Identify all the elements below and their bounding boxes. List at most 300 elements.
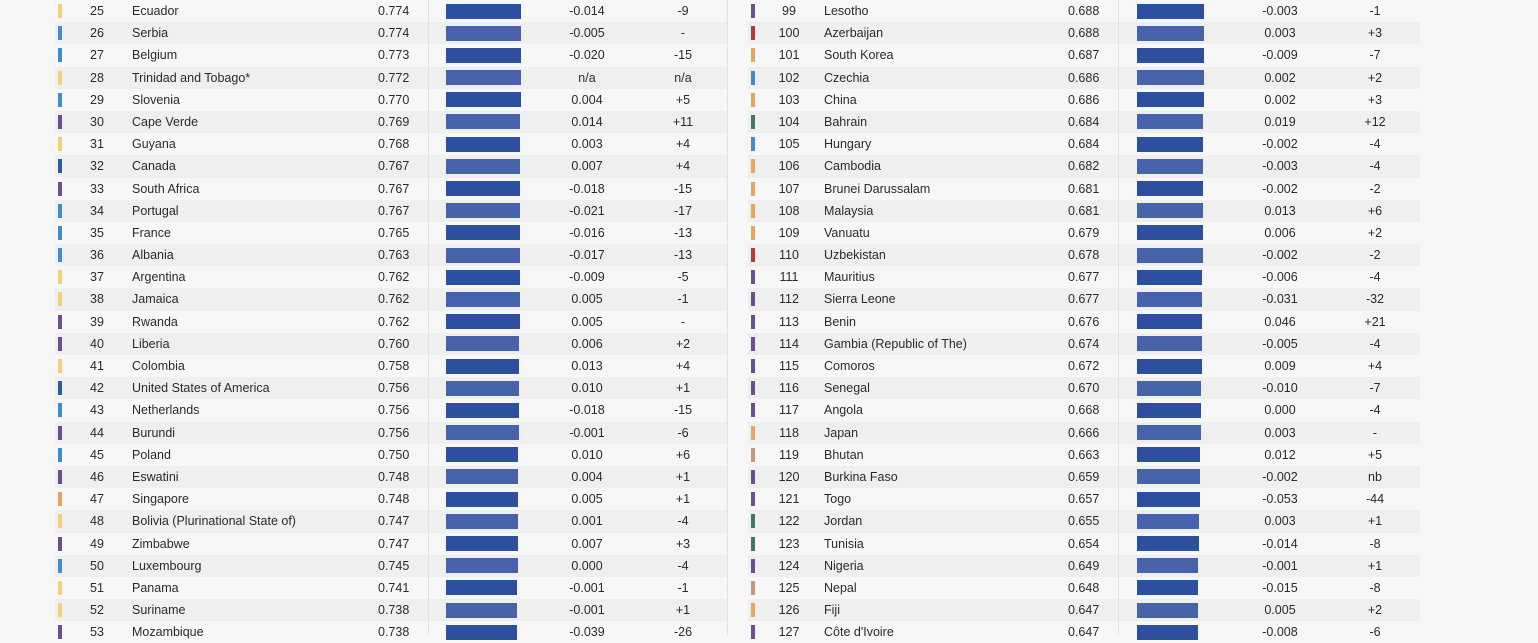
country-name: United States of America	[132, 381, 270, 396]
score-value: 0.772	[378, 70, 410, 85]
score-value: 0.762	[378, 314, 410, 329]
score-bar	[446, 203, 520, 218]
country-name: Argentina	[132, 270, 186, 285]
score-value: 0.770	[378, 92, 410, 107]
table-row	[55, 22, 727, 44]
score-change: -0.016	[569, 225, 605, 240]
score-change: -0.021	[569, 203, 605, 218]
score-change: -0.014	[1262, 536, 1298, 551]
region-color-marker	[58, 137, 62, 151]
rank-change: -6	[677, 425, 689, 440]
region-color-marker	[751, 248, 755, 262]
score-bar	[446, 580, 517, 595]
region-color-marker	[58, 226, 62, 240]
region-color-marker	[751, 226, 755, 240]
rank-cell: 109	[778, 225, 800, 240]
region-color-marker	[58, 625, 62, 639]
rank-change: +3	[1367, 92, 1383, 107]
table-row	[55, 266, 727, 288]
rank-cell: 35	[90, 225, 104, 240]
region-color-marker	[58, 315, 62, 329]
score-bar	[1137, 70, 1204, 85]
region-color-marker	[58, 159, 62, 173]
rank-change: +1	[675, 381, 691, 396]
country-name: Guyana	[132, 137, 176, 152]
rank-cell: 50	[90, 558, 104, 573]
score-value: 0.670	[1068, 381, 1100, 396]
rank-change: +1	[675, 603, 691, 618]
rank-change: -5	[677, 270, 689, 285]
region-color-marker	[58, 470, 62, 484]
score-bar	[1137, 314, 1202, 329]
score-change: 0.005	[571, 314, 603, 329]
score-change: 0.003	[1264, 26, 1296, 41]
rank-cell: 120	[778, 469, 800, 484]
score-value: 0.747	[378, 514, 410, 529]
rank-cell: 36	[90, 248, 104, 263]
score-value: 0.659	[1068, 469, 1100, 484]
score-change: 0.006	[571, 336, 603, 351]
score-change: -0.002	[1262, 181, 1298, 196]
region-color-marker	[751, 537, 755, 551]
score-value: 0.768	[378, 137, 410, 152]
region-color-marker	[58, 403, 62, 417]
rank-change: -17	[673, 203, 693, 218]
country-name: Zimbabwe	[132, 536, 190, 551]
rank-change: -2	[1369, 181, 1381, 196]
rank-cell: 118	[779, 425, 799, 440]
table-row	[748, 178, 1420, 200]
score-bar	[446, 70, 521, 85]
score-bar	[1137, 248, 1203, 263]
score-change: -0.020	[569, 48, 605, 63]
rank-cell: 107	[778, 181, 800, 196]
rank-cell: 126	[778, 603, 800, 618]
score-bar	[1137, 203, 1203, 218]
score-bar	[1137, 447, 1200, 462]
score-bar	[1137, 536, 1199, 551]
country-name: Cambodia	[824, 159, 881, 174]
table-row	[748, 266, 1420, 288]
score-value: 0.688	[1068, 4, 1100, 18]
country-name: Cape Verde	[132, 114, 199, 129]
score-change: -0.014	[569, 4, 605, 18]
country-name: Serbia	[132, 26, 169, 41]
score-bar	[1137, 26, 1204, 41]
column-divider	[727, 0, 728, 635]
score-bar	[1137, 425, 1201, 440]
rank-change: -4	[1369, 336, 1381, 351]
table-row	[748, 0, 1420, 22]
score-value: 0.756	[378, 403, 410, 418]
score-bar	[446, 248, 520, 263]
region-color-marker	[751, 337, 755, 351]
rank-change: +3	[675, 536, 691, 551]
score-change: 0.003	[571, 137, 603, 152]
table-row	[55, 222, 727, 244]
score-change: 0.010	[571, 381, 603, 396]
score-value: 0.769	[378, 114, 410, 129]
rank-cell: 45	[90, 447, 104, 462]
country-name: Belgium	[132, 48, 178, 63]
region-color-marker	[58, 204, 62, 218]
score-change: 0.012	[1264, 447, 1296, 462]
region-color-marker	[751, 270, 755, 284]
score-change: 0.000	[571, 558, 603, 573]
score-bar	[1137, 336, 1202, 351]
score-bar	[1137, 114, 1203, 129]
table-row	[748, 22, 1420, 44]
table-row	[55, 399, 727, 421]
score-bar	[1137, 514, 1199, 529]
rank-cell: 42	[90, 381, 104, 396]
rank-cell: 40	[90, 336, 104, 351]
region-color-marker	[751, 204, 755, 218]
country-name: France	[132, 225, 171, 240]
table-row	[55, 355, 727, 377]
rank-cell: 121	[778, 492, 800, 507]
region-color-marker	[58, 115, 62, 129]
region-color-marker	[751, 492, 755, 506]
country-name: Jamaica	[132, 292, 179, 307]
country-name: Slovenia	[132, 92, 180, 107]
rank-cell: 117	[779, 403, 799, 418]
region-color-marker	[58, 603, 62, 617]
country-name: Angola	[824, 403, 863, 418]
country-name: Tunisia	[824, 536, 864, 551]
table-row	[748, 89, 1420, 111]
table-row	[748, 333, 1420, 355]
score-value: 0.767	[378, 181, 410, 196]
score-change: -0.002	[1262, 469, 1298, 484]
score-value: 0.674	[1068, 336, 1100, 351]
region-color-marker	[751, 26, 755, 40]
score-bar	[446, 359, 519, 374]
table-row	[55, 444, 727, 466]
rank-cell: 104	[778, 114, 800, 129]
country-name: Gambia (Republic of The)	[824, 336, 967, 351]
rank-cell: 102	[778, 70, 800, 85]
table-row	[748, 244, 1420, 266]
country-name: Czechia	[824, 70, 870, 85]
region-color-marker	[751, 403, 755, 417]
country-name: South Korea	[824, 48, 894, 63]
table-row	[748, 422, 1420, 444]
rank-change: -44	[1365, 492, 1385, 507]
score-value: 0.686	[1068, 92, 1100, 107]
rank-cell: 108	[778, 203, 800, 218]
score-value: 0.666	[1068, 425, 1100, 440]
score-change: 0.005	[571, 292, 603, 307]
score-value: 0.649	[1068, 558, 1100, 573]
score-value: 0.773	[378, 48, 410, 63]
score-value: 0.767	[378, 159, 410, 174]
region-color-marker	[58, 26, 62, 40]
rank-change: n/a	[674, 70, 692, 85]
score-value: 0.688	[1068, 26, 1100, 41]
country-name: Suriname	[132, 603, 186, 618]
score-value: 0.677	[1068, 292, 1100, 307]
rank-change: -7	[1369, 48, 1381, 63]
rank-change: -13	[673, 248, 693, 263]
rank-change: +5	[675, 92, 691, 107]
table-row	[55, 510, 727, 532]
region-color-marker	[751, 448, 755, 462]
region-color-marker	[58, 4, 62, 18]
rank-cell: 28	[90, 70, 104, 85]
score-change: 0.005	[1264, 603, 1296, 618]
score-change: -0.002	[1262, 137, 1298, 152]
table-row	[748, 466, 1420, 488]
region-color-marker	[58, 581, 62, 595]
region-color-marker	[751, 93, 755, 107]
country-name: Colombia	[132, 359, 185, 373]
score-change: -0.002	[1262, 248, 1298, 263]
rank-change: +11	[672, 114, 694, 129]
table-row	[55, 377, 727, 399]
country-name: Portugal	[132, 203, 179, 218]
rank-change: -	[680, 26, 686, 41]
region-color-marker	[751, 315, 755, 329]
score-change: 0.005	[571, 492, 603, 507]
rank-cell: 34	[90, 203, 104, 218]
table-row	[55, 488, 727, 510]
table-row	[748, 67, 1420, 89]
rank-cell: 124	[778, 558, 800, 573]
country-name: Nigeria	[824, 558, 864, 573]
score-bar	[1137, 92, 1204, 107]
rank-change: -4	[1369, 159, 1381, 174]
region-color-marker	[751, 137, 755, 151]
region-color-marker	[58, 359, 62, 373]
score-value: 0.677	[1068, 270, 1100, 285]
score-bar	[446, 558, 518, 573]
rank-change: -2	[1369, 248, 1381, 263]
score-bar	[1137, 292, 1202, 307]
score-bar	[1137, 225, 1203, 240]
score-change: -0.015	[1262, 580, 1298, 595]
country-name: Azerbaijan	[824, 26, 884, 41]
table-row	[55, 67, 727, 89]
rank-cell: 103	[778, 92, 800, 107]
rank-change: -1	[677, 292, 689, 307]
country-name: Brunei Darussalam	[824, 181, 931, 196]
score-change: 0.010	[571, 447, 603, 462]
country-name: Côte d'Ivoire	[824, 625, 894, 640]
rank-change: -4	[677, 558, 689, 573]
region-color-marker	[751, 115, 755, 129]
score-value: 0.738	[378, 625, 410, 640]
country-name: China	[824, 92, 857, 107]
rank-change: -7	[1369, 381, 1381, 396]
score-value: 0.668	[1068, 403, 1100, 418]
rank-change: -1	[1369, 4, 1381, 18]
rank-change: +2	[1367, 603, 1383, 618]
score-value: 0.672	[1068, 359, 1100, 373]
score-change: -0.053	[1262, 492, 1298, 507]
rank-change: -8	[1369, 536, 1381, 551]
score-change: 0.000	[1264, 403, 1296, 418]
rank-cell: 25	[90, 4, 104, 18]
rank-cell: 111	[779, 270, 799, 285]
country-name: Malaysia	[824, 203, 874, 218]
table-row	[748, 200, 1420, 222]
score-bar	[446, 314, 520, 329]
rank-change: +1	[1367, 558, 1383, 573]
score-bar	[446, 381, 519, 396]
country-name: Burkina Faso	[824, 469, 898, 484]
rank-change: -4	[1369, 270, 1381, 285]
rank-cell: 112	[779, 292, 799, 307]
table-row	[55, 621, 727, 643]
score-bar	[1137, 558, 1198, 573]
table-row	[748, 288, 1420, 310]
score-change: -0.005	[1262, 336, 1298, 351]
score-bar	[446, 403, 519, 418]
country-name: Nepal	[824, 580, 857, 595]
rank-change: -15	[673, 403, 693, 418]
rank-change: +5	[1367, 447, 1383, 462]
score-change: 0.001	[571, 514, 603, 529]
table-row	[748, 599, 1420, 621]
score-change: 0.003	[1264, 514, 1296, 529]
rank-cell: 113	[779, 314, 799, 329]
score-value: 0.765	[378, 225, 410, 240]
rank-cell: 123	[778, 536, 800, 551]
country-name: Rwanda	[132, 314, 178, 329]
country-name: Bahrain	[824, 114, 868, 129]
table-row	[55, 111, 727, 133]
table-row	[55, 200, 727, 222]
score-value: 0.758	[378, 359, 410, 373]
table-row	[748, 111, 1420, 133]
region-color-marker	[58, 292, 62, 306]
score-bar	[446, 159, 520, 174]
rank-change: +1	[1367, 514, 1383, 529]
rank-cell: 49	[90, 536, 104, 551]
rank-cell: 47	[90, 492, 104, 507]
score-change: 0.013	[571, 359, 603, 373]
rank-cell: 127	[778, 625, 800, 640]
score-bar	[1137, 48, 1204, 63]
country-name: Hungary	[824, 137, 872, 152]
score-change: -0.010	[1262, 381, 1298, 396]
rank-change: +3	[1367, 26, 1383, 41]
score-bar	[446, 469, 518, 484]
score-change: n/a	[578, 70, 596, 85]
score-bar	[446, 492, 518, 507]
region-color-marker	[58, 492, 62, 506]
table-row	[55, 288, 727, 310]
rank-cell: 51	[90, 580, 104, 595]
region-color-marker	[58, 514, 62, 528]
region-color-marker	[751, 581, 755, 595]
rank-cell: 110	[779, 248, 799, 263]
column-divider	[1118, 0, 1119, 635]
table-row	[748, 355, 1420, 377]
rank-change: +6	[1367, 203, 1383, 218]
score-change: -0.003	[1262, 159, 1298, 174]
score-change: 0.007	[571, 536, 603, 551]
rank-cell: 106	[778, 159, 800, 174]
score-bar	[1137, 625, 1198, 640]
table-row	[55, 178, 727, 200]
score-value: 0.774	[378, 4, 410, 18]
region-color-marker	[751, 359, 755, 373]
score-value: 0.762	[378, 270, 410, 285]
score-change: 0.007	[571, 159, 603, 174]
region-color-marker	[58, 426, 62, 440]
score-bar	[446, 447, 518, 462]
rank-cell: 32	[90, 159, 104, 174]
rank-cell: 31	[90, 137, 104, 152]
table-row	[55, 555, 727, 577]
region-color-marker	[58, 182, 62, 196]
country-name: Luxembourg	[132, 558, 202, 573]
region-color-marker	[58, 248, 62, 262]
score-change: -0.009	[1262, 48, 1298, 63]
score-change: 0.046	[1264, 314, 1296, 329]
rank-change: +4	[675, 137, 691, 152]
score-change: 0.004	[571, 92, 603, 107]
rank-cell: 52	[90, 603, 104, 618]
score-value: 0.684	[1068, 137, 1100, 152]
rank-change: +12	[1364, 114, 1386, 129]
rank-cell: 46	[90, 469, 104, 484]
country-name: Fiji	[824, 603, 840, 618]
rank-change: -	[1372, 425, 1378, 440]
score-value: 0.750	[378, 447, 410, 462]
score-bar	[446, 48, 521, 63]
rank-cell: 115	[779, 359, 799, 373]
table-row	[55, 244, 727, 266]
rank-cell: 99	[782, 4, 796, 18]
rank-change: -4	[1369, 137, 1381, 152]
country-name: Togo	[824, 492, 852, 507]
score-change: -0.005	[569, 26, 605, 41]
score-value: 0.647	[1068, 625, 1100, 640]
rank-cell: 119	[779, 447, 799, 462]
rank-cell: 26	[90, 26, 104, 41]
country-name: Uzbekistan	[824, 248, 886, 263]
score-change: -0.017	[569, 248, 605, 263]
country-name: South Africa	[132, 181, 200, 196]
rank-change: -9	[677, 4, 689, 18]
rank-change: +4	[1367, 359, 1383, 373]
rank-cell: 37	[90, 270, 104, 285]
region-color-marker	[58, 559, 62, 573]
table-row	[55, 599, 727, 621]
score-change: -0.018	[569, 403, 605, 418]
table-row	[748, 377, 1420, 399]
table-row	[55, 333, 727, 355]
region-color-marker	[751, 4, 755, 18]
score-change: -0.031	[1262, 292, 1298, 307]
country-name: Trinidad and Tobago*	[132, 70, 251, 85]
rank-cell: 114	[779, 336, 799, 351]
region-color-marker	[58, 381, 62, 395]
country-name: Japan	[824, 425, 859, 440]
rank-change: +2	[1367, 70, 1383, 85]
score-value: 0.687	[1068, 48, 1100, 63]
region-color-marker	[58, 71, 62, 85]
table-row	[55, 44, 727, 66]
score-change: -0.001	[569, 425, 605, 440]
score-value: 0.654	[1068, 536, 1100, 551]
score-value: 0.679	[1068, 225, 1100, 240]
score-value: 0.682	[1068, 159, 1100, 174]
score-change: -0.003	[1262, 4, 1298, 18]
